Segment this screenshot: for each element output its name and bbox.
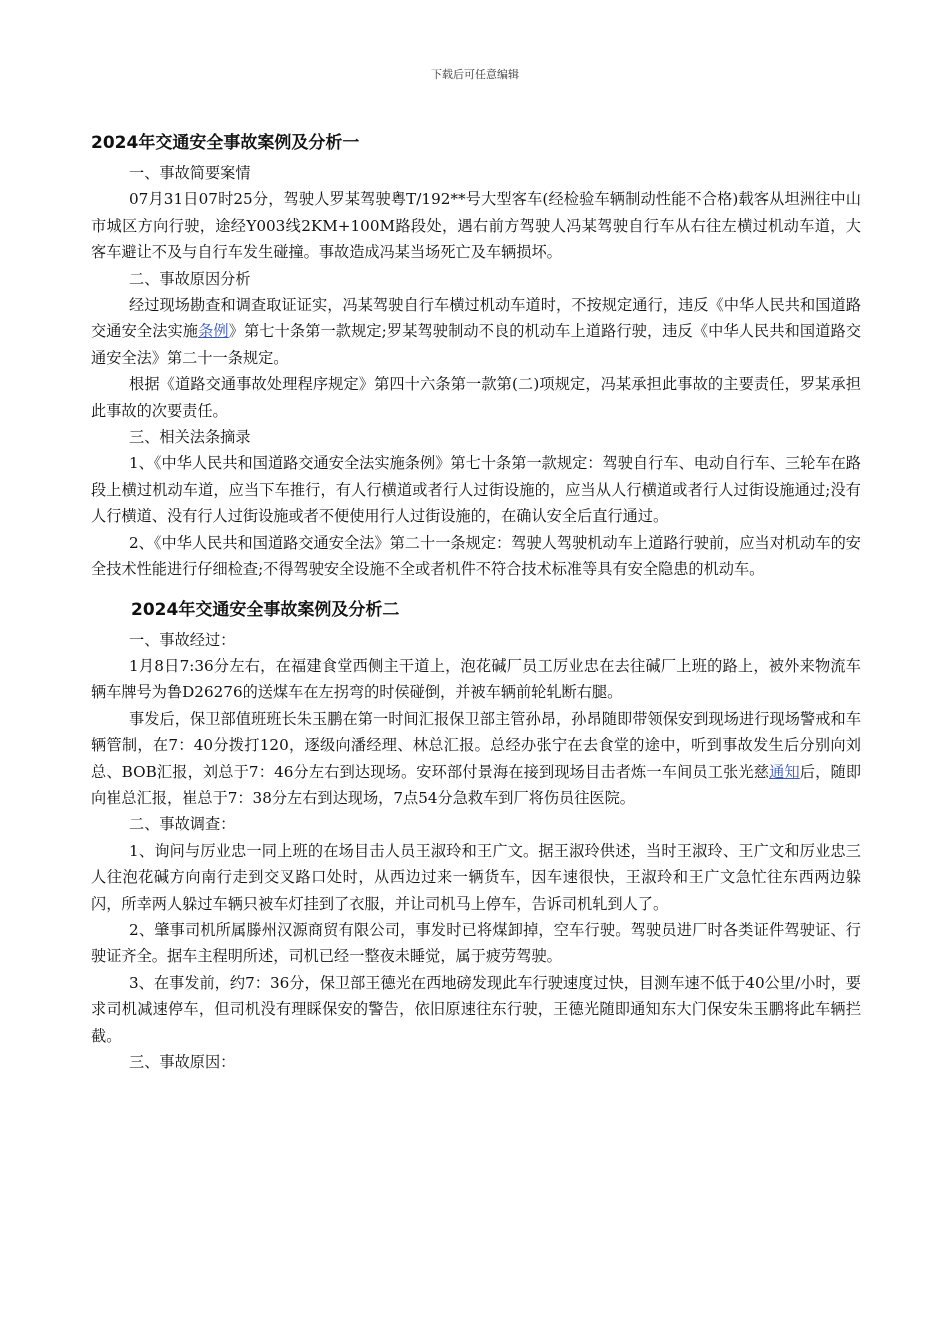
article-2-section-3-heading: 三、事故原因： [129,1053,236,1071]
article-1-section-2-heading: 二、事故原因分析 [129,269,251,288]
document-body [91,130,861,1075]
article-2-paragraph-5: 3、在事发前，约7：36分，保卫部王德光在西地磅发现此车行驶速度过快，目测车速不低于40公里/小时，要求司机减速停车，但司机没有理睬保安的警告，依旧原速往东行驶，王德光随即通知东大门保安朱玉鹏将此车辆拦截。 [91,973,861,1045]
article-1-section-1-heading: 一、事故简要案情 [129,164,251,182]
article-1-paragraph-2 [91,292,861,371]
article-2-paragraph-4: 2、肇事司机所属滕州汉源商贸有限公司，事发时已将煤卸掉，空车行驶。驾驶员进厂时各类证件驾驶证、行驶证齐全。据车主程明所述，司机已经一整夜未睡觉，属于疲劳驾驶。 [91,920,861,966]
article-1-paragraph-5: 2、《中华人民共和国道路交通安全法》第二十一条规定：驾驶人驾驶机动车上道路行驶前，应当对机动车的安全技术性能进行仔细检查;不得驾驶安全设施不全或者机件不符合技术标准等具有安全隐患的机动车。 [91,533,861,579]
article-2-paragraph-2-part-a: 事发后，保卫部值班班长朱玉鹏在第一时间汇报保卫部主管孙昂，孙昂随即带领保安到现场进行现场警戒和车辆管制，在7：40分拨打120，逐级向潘经理、林总汇报。总经办张宁在去食堂的途中，听到事故发生后分别向刘总、BOB汇报，刘总于7：46分左右到达现场。安环部付景海在接到现场目击者炼一车间员工张光慈 [91,709,861,781]
article-2-paragraph-1: 1月8日7:36分左右，在福建食堂西侧主干道上，泡花碱厂员工厉业忠在去往碱厂上班的路上，被外来物流车辆车牌号为鲁D26276的送煤车在左拐弯的时侯碰倒，并被车辆前轮轧断右腿。 [91,656,861,702]
page-header: 下载后可任意编辑 [431,68,519,81]
article-1-section-3-heading: 三、相关法条摘录 [129,428,251,447]
article-2-paragraph-2 [91,706,861,812]
article-1-paragraph-2-part-a: 经过现场勘查和调查取证证实，冯某驾驶自行车横过机动车道时，不按规定通行，违反《中华人民共和国道路交通安全法实施 [91,296,861,341]
notice-link[interactable]: 通知 [769,762,800,781]
article-1-paragraph-1: 07月31日07时25分，驾驶人罗某驾驶粤T/192**号大型客车(经检验车辆制动性能不合格)载客从坦洲往中山市城区方向行驶，途经Y003线2KM+100M路段处，遇右前方驾驶人冯某驾驶自行车从右往左横过机动车道，大客车避让不及与自行车发生碰撞。事故造成冯某当场死亡及车辆损坏。 [91,190,861,262]
article-1-paragraph-2-part-b: 》第七十条第一款规定;罗某驾驶制动不良的机动车上道路行驶，违反《中华人民共和国道路交通安全法》第二十一条规定。 [91,322,862,367]
article-2-title: 2024年交通安全事故案例及分析二 [131,599,400,620]
article-1-paragraph-4: 1、《中华人民共和国道路交通安全法实施条例》第七十条第一款规定：驾驶自行车、电动自行车、三轮车在路段上横过机动车道，应当下车推行，有人行横道或者行人过街设施的，应当从人行横道或者行人过街设施通过;没有人行横道、没有行人过街设施或者不便使用行人过街设施的，在确认安全后直行通过。 [91,454,861,526]
article-1-paragraph-3: 根据《道路交通事故处理程序规定》第四十六条第一款第(二)项规定，冯某承担此事故的主要责任，罗某承担此事故的次要责任。 [91,375,861,420]
article-2-paragraph-3: 1、询问与厉业忠一同上班的在场目击人员王淑玲和王广文。据王淑玲供述，当时王淑玲、王广文和厉业忠三人往泡花碱方向南行走到交叉路口处时，从西边过来一辆货车，因车速很快，王淑玲和王广文急忙往东西两边躲闪，所幸两人躲过车辆只被车灯挂到了衣服，并让司机马上停车，告诉司机轧到人了。 [91,841,861,913]
article-2-section-1-heading: 一、事故经过： [129,630,236,649]
regulation-link[interactable]: 条例 [198,322,229,341]
article-2-section-2-heading: 二、事故调查： [129,815,236,834]
article-1-title: 2024年交通安全事故案例及分析一 [91,133,360,153]
article-2-paragraph-2-part-b: 后，随即向崔总汇报，崔总于7：38分左右到达现场，7点54分急救车到厂将伤员往医院。 [91,762,862,807]
